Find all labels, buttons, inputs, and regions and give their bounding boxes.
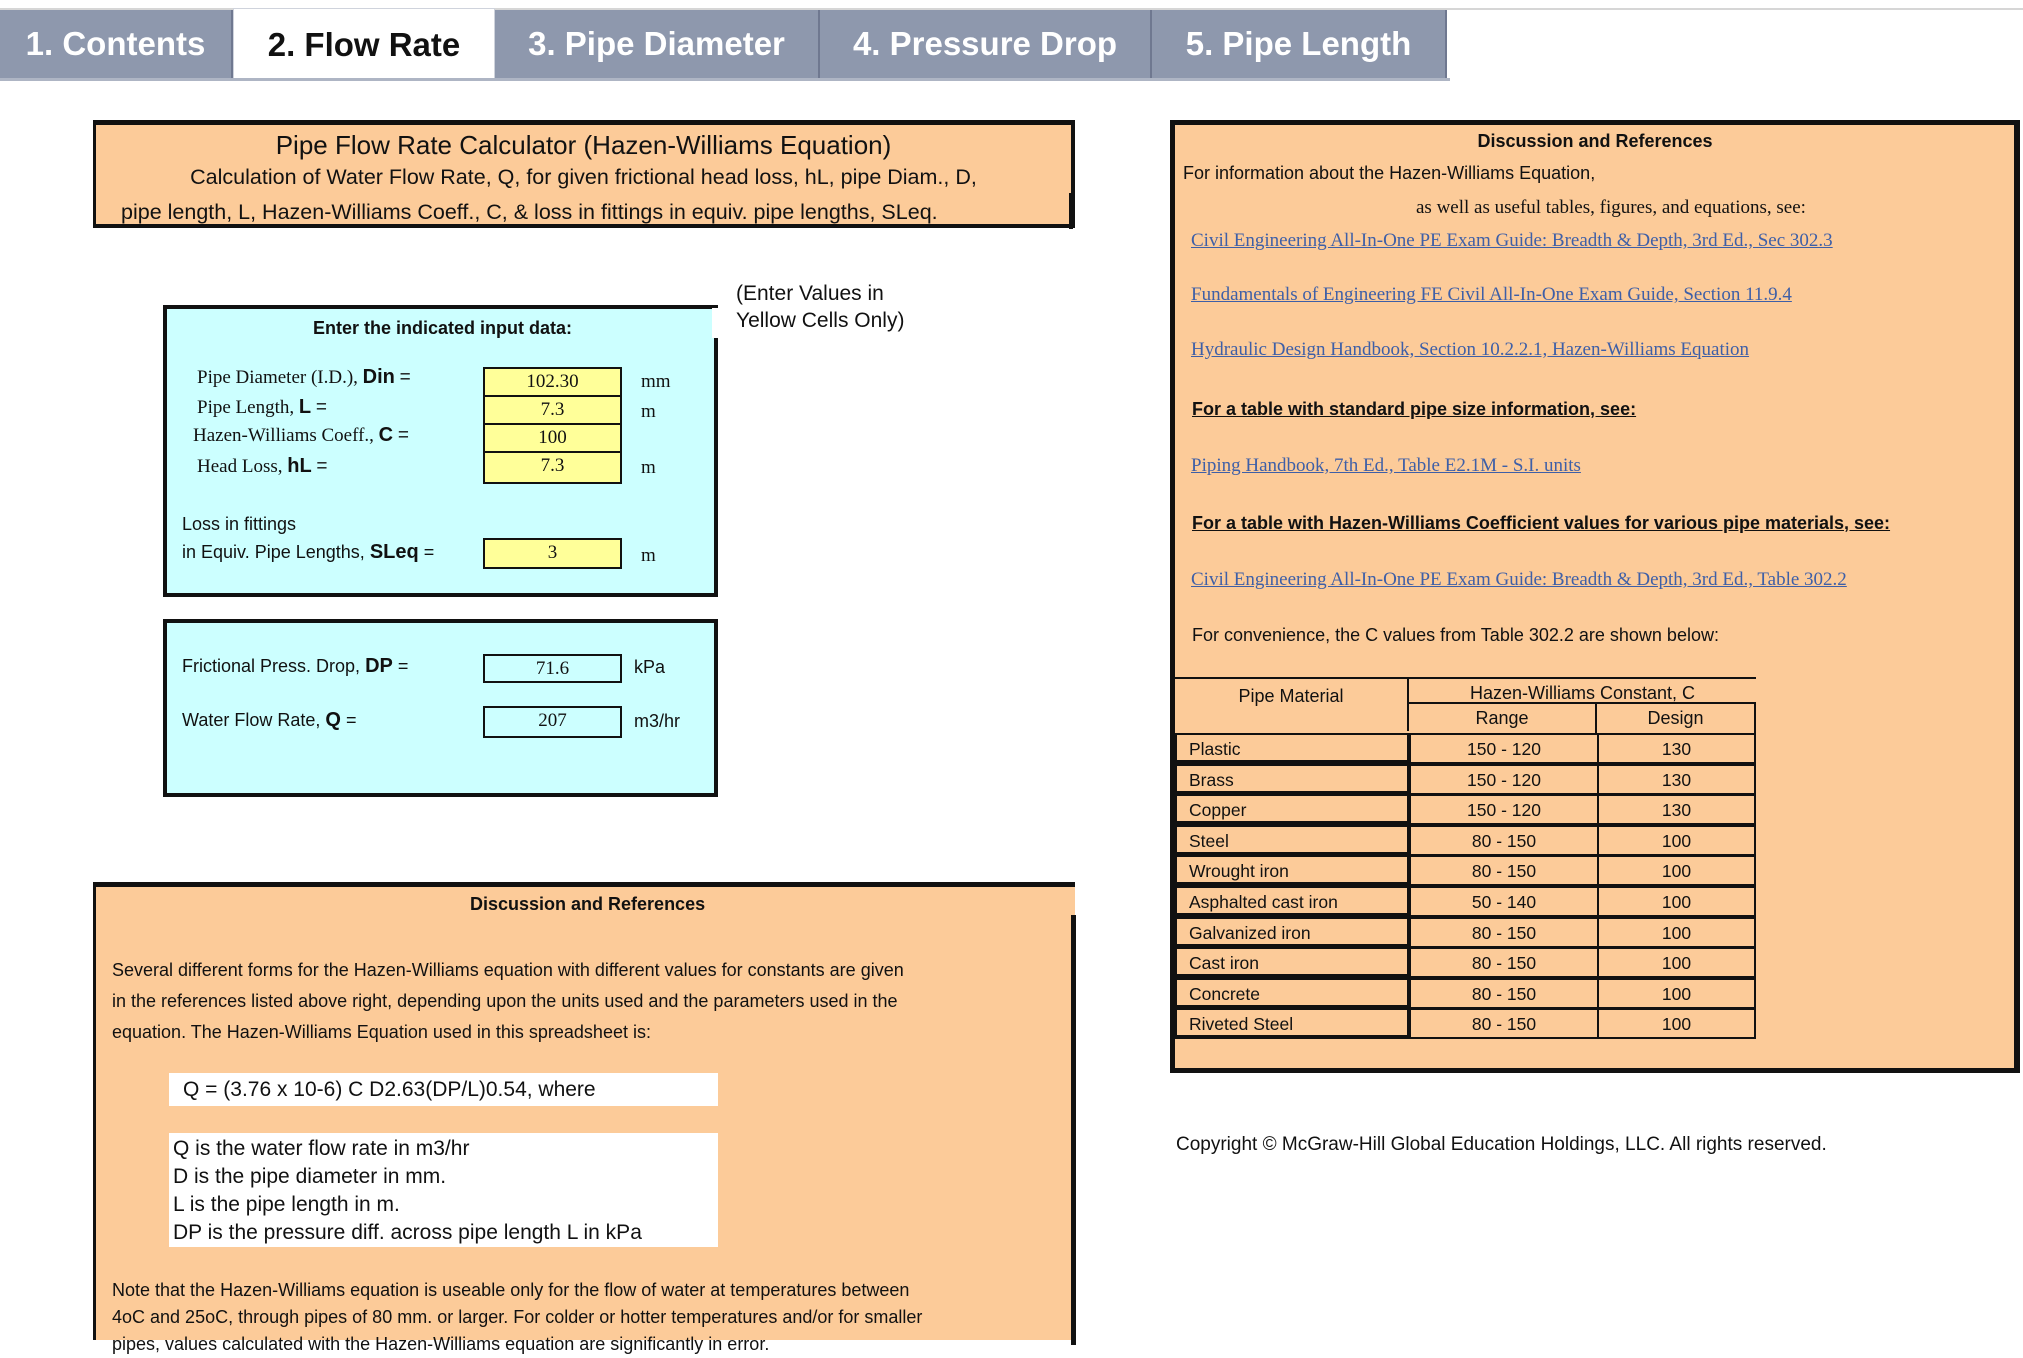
heading-pipe-size-table: For a table with standard pipe size information, see: (1192, 399, 1637, 419)
equals-sign: = (345, 710, 357, 730)
label-text: Frictional Press. Drop, (182, 656, 361, 676)
symbol-l: L (298, 396, 312, 418)
right-edge-mark (2016, 306, 2020, 336)
table-cell-material: Wrought iron (1175, 855, 1411, 886)
equals-sign: = (399, 367, 411, 388)
tab-pressure-drop[interactable]: 4. Pressure Drop (820, 10, 1152, 78)
input-pipe-length[interactable]: 7.3 (483, 395, 622, 425)
table-cell-design: 130 (1597, 794, 1756, 825)
link-piping-handbook[interactable]: Piping Handbook, 7th Ed., Table E2.1M - S.I. units (1191, 455, 1581, 476)
table-cell-material: Copper (1175, 794, 1411, 825)
enter-values-note (736, 280, 904, 334)
tab-contents[interactable]: 1. Contents (0, 10, 233, 78)
label-text: Head Loss, (197, 456, 283, 477)
symbol-sleq: SLeq (369, 541, 419, 563)
table-cell-range: 80 - 150 (1409, 978, 1599, 1009)
link-pe-exam-guide-table[interactable]: Civil Engineering All-In-One PE Exam Guide: Breadth & Depth, 3rd Ed., Table 302.2 (1191, 569, 1847, 590)
right-edge-mark (2016, 192, 2020, 222)
label-fittings-line-2 (182, 541, 434, 564)
label-head-loss (197, 455, 328, 478)
paragraph-line: equation. The Hazen-Williams Equation used in this spreadsheet is: (112, 1022, 651, 1042)
equals-sign: = (315, 397, 327, 418)
input-head-loss[interactable]: 7.3 (483, 451, 622, 484)
table-cell-design: 100 (1597, 825, 1756, 856)
table-cell-material: Galvanized iron (1175, 917, 1411, 948)
table-cell-range: 150 - 120 (1409, 733, 1599, 764)
unit-mm: mm (641, 371, 671, 392)
note-line: Note that the Hazen-Williams equation is useable only for the flow of water at temperatures between (112, 1280, 910, 1300)
label-press-drop (182, 655, 408, 678)
equals-sign: = (316, 456, 328, 477)
symbol-hl: hL (287, 455, 312, 477)
right-edge-mark (2016, 260, 2020, 286)
table-cell-design: 130 (1597, 733, 1756, 764)
paragraph-line: Several different forms for the Hazen-Williams equation with different values for constants are given (112, 960, 904, 980)
right-edge-mark (2016, 395, 2020, 432)
equals-sign: = (397, 425, 409, 446)
label-fittings-line-1: Loss in fittings (182, 514, 297, 534)
input-pipe-diameter[interactable]: 102.30 (483, 367, 622, 397)
discussion-right-intro-1: For information about the Hazen-Williams Equation, (1183, 163, 1596, 183)
table-cell-design: 100 (1597, 917, 1756, 948)
table-cell-range: 50 - 140 (1409, 886, 1599, 917)
link-hydraulic-design-handbook[interactable]: Hydraulic Design Handbook, Section 10.2.2.1, Hazen-Williams Equation (1191, 339, 1750, 360)
header-inner-divider (1069, 193, 1073, 229)
label-pipe-length (197, 396, 327, 419)
sheet-tab-bar (0, 0, 2023, 78)
table-cell-design: 100 (1597, 947, 1756, 978)
input-hw-coeff[interactable]: 100 (483, 423, 622, 453)
equals-sign: = (423, 542, 435, 562)
discussion-left-title: Discussion and References (470, 894, 706, 914)
equation-box: Q = (3.76 x 10-6) C D2.63(DP/L)0.54, where (169, 1073, 718, 1106)
table-cell-range: 150 - 120 (1409, 794, 1599, 825)
table-cell-material: Concrete (1175, 978, 1411, 1009)
convenience-note: For convenience, the C values from Table 302.2 are shown below: (1192, 625, 1719, 645)
table-cell-material: Plastic (1175, 733, 1411, 764)
definition-line: L is the pipe length in m. (173, 1193, 400, 1216)
heading-hw-coeff-table: For a table with Hazen-Williams Coefficient values for various pipe materials, see: (1192, 513, 1891, 533)
discussion-right-title: Discussion and References (1477, 131, 1713, 151)
label-text: in Equiv. Pipe Lengths, (182, 542, 365, 562)
enter-values-note-line-2: Yellow Cells Only) (736, 309, 905, 332)
table-cell-material: Riveted Steel (1175, 1008, 1411, 1039)
copyright-notice: Copyright © McGraw-Hill Global Education Holdings, LLC. All rights reserved. (1176, 1134, 1827, 1155)
output-press-drop: 71.6 (483, 654, 622, 683)
header-line-1: Calculation of Water Flow Rate, Q, for given frictional head loss, hL, pipe Diam., D, (190, 165, 977, 189)
unit-m-length: m (641, 401, 656, 422)
table-header-material: Pipe Material (1175, 677, 1409, 731)
symbol-din: Din (362, 366, 395, 388)
input-box-right-edge (712, 308, 718, 338)
discussion-left-paragraph (112, 955, 904, 1048)
definition-line: Q is the water flow rate in m3/hr (173, 1137, 470, 1160)
paragraph-line: in the references listed above right, depending upon the units used and the parameters used in the (112, 991, 898, 1011)
table-cell-range: 80 - 150 (1409, 947, 1599, 978)
table-cell-design: 100 (1597, 886, 1756, 917)
table-cell-range: 150 - 120 (1409, 764, 1599, 795)
equals-sign: = (397, 656, 409, 676)
link-pe-exam-guide-sec[interactable]: Civil Engineering All-In-One PE Exam Guide: Breadth & Depth, 3rd Ed., Sec 302.3 (1191, 230, 1833, 251)
table-cell-material: Brass (1175, 764, 1411, 795)
table-cell-design: 130 (1597, 764, 1756, 795)
input-data-box (163, 305, 718, 597)
unit-m-head-loss: m (641, 457, 656, 478)
tab-pipe-diameter[interactable]: 3. Pipe Diameter (495, 10, 820, 78)
definition-line: DP is the pressure diff. across pipe length L in kPa (173, 1221, 642, 1244)
header-box (93, 120, 1075, 228)
table-cell-material: Cast iron (1175, 947, 1411, 978)
tab-strip-bottom (0, 78, 1450, 81)
symbol-q: Q (325, 709, 341, 731)
table-header-hw-group: Hazen-Williams Constant, C (1409, 677, 1756, 704)
discussion-right-box (1170, 120, 2020, 1073)
tab-pipe-length[interactable]: 5. Pipe Length (1152, 10, 1447, 78)
table-cell-design: 100 (1597, 855, 1756, 886)
discussion-right-intro-2: as well as useful tables, figures, and equations, see: (1416, 197, 1806, 218)
note-line: 4oC and 25oC, through pipes of 80 mm. or larger. For colder or hotter temperatures and/or for smaller (112, 1307, 923, 1327)
table-cell-material: Steel (1175, 825, 1411, 856)
table-cell-range: 80 - 150 (1409, 917, 1599, 948)
output-flow-rate: 207 (483, 706, 622, 738)
discussion-left-box (93, 882, 1075, 1354)
definition-line: D is the pipe diameter in mm. (173, 1165, 447, 1188)
header-line-2: pipe length, L, Hazen-Williams Coeff., C, & loss in fittings in equiv. pipe lengths, SLeq. (121, 200, 938, 224)
output-results-box (163, 619, 718, 797)
tab-flow-rate[interactable]: 2. Flow Rate (233, 8, 495, 80)
unit-m3-hr: m3/hr (634, 711, 681, 731)
symbol-c: C (378, 424, 394, 446)
unit-kpa: kPa (634, 657, 666, 677)
definitions-box (169, 1133, 718, 1247)
discussion-left-right-border (1071, 915, 1076, 1345)
table-header-range: Range (1409, 704, 1597, 733)
label-flow-rate (182, 709, 356, 732)
unit-m-fittings: m (641, 545, 656, 566)
table-cell-design: 100 (1597, 978, 1756, 1009)
page-title: Pipe Flow Rate Calculator (Hazen-Williams Equation) (275, 130, 892, 160)
applicability-note (112, 1277, 922, 1358)
label-text: Water Flow Rate, (182, 710, 321, 730)
enter-values-note-line-1: (Enter Values in (736, 282, 884, 305)
label-text: Pipe Diameter (I.D.), (197, 367, 358, 388)
table-header-design: Design (1597, 704, 1756, 733)
symbol-dp: DP (365, 655, 393, 677)
note-line: pipes, values calculated with the Hazen-Williams equation are significantly in error. (112, 1334, 770, 1354)
label-pipe-diameter (197, 366, 411, 389)
input-box-title: Enter the indicated input data: (313, 318, 573, 338)
label-text: Hazen-Williams Coeff., (193, 425, 374, 446)
input-fittings-sleq[interactable]: 3 (483, 538, 622, 569)
table-cell-range: 80 - 150 (1409, 1008, 1599, 1039)
table-cell-range: 80 - 150 (1409, 855, 1599, 886)
table-cell-range: 80 - 150 (1409, 825, 1599, 856)
label-hw-coeff (193, 424, 409, 447)
link-fe-civil-guide[interactable]: Fundamentals of Engineering FE Civil All-In-One Exam Guide, Section 11.9.4 (1191, 284, 1792, 305)
table-cell-material: Asphalted cast iron (1175, 886, 1411, 917)
label-text: Pipe Length, (197, 397, 295, 418)
table-cell-design: 100 (1597, 1008, 1756, 1039)
